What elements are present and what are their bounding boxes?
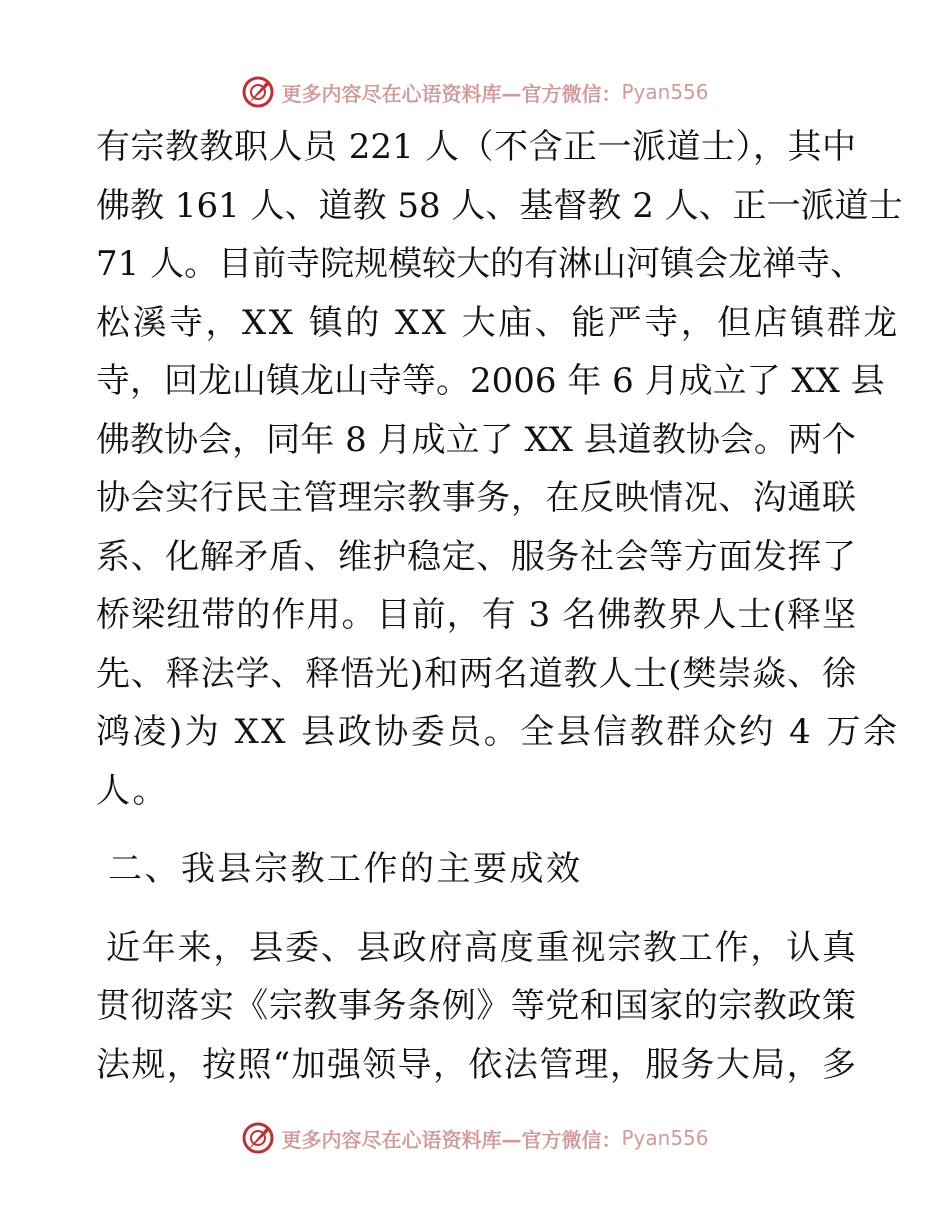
footer-watermark: [0, 1118, 950, 1158]
paragraph-2: [96, 919, 856, 1095]
watermark-wechat-id: Pyan556: [621, 1126, 709, 1150]
paragraph-line: 近年来，县委、县政府高度重视宗教工作，认真: [106, 927, 856, 968]
watermark-text: 更多内容尽在心语资料库—官方微信：: [281, 81, 622, 106]
paragraph-line: 人。: [96, 770, 169, 811]
paragraph-line: 佛教协会，同年 8 月成立了 XX 县道教协会。两个: [96, 419, 856, 460]
paragraph-line: 桥梁纽带的作用。目前，有 3 名佛教界人士(释坚: [96, 595, 856, 635]
watermark-wechat-id: Pyan556: [621, 80, 709, 104]
section-heading: 二、我县宗教工作的主要成效: [108, 849, 583, 889]
document-body: [96, 118, 903, 1094]
paragraph-line: 鸿凌)为 XX 县政协委员。全县信教群众约 4 万余: [96, 712, 900, 752]
paragraph-line: 松溪寺，XX 镇的 XX 大庙、能严寺，但店镇群龙: [96, 302, 900, 343]
quill-logo-icon: [241, 1121, 275, 1155]
paragraph-line: 佛教 161 人、道教 58 人、基督教 2 人、正一派道士: [96, 185, 903, 226]
paragraph-line: 法规，按照“加强领导，依法管理，服务大局，多: [96, 1044, 856, 1085]
paragraph-line: 先、释法学、释悟光)和两名道教人士(樊崇焱、徐: [96, 653, 856, 694]
watermark-text: 更多内容尽在心语资料库—官方微信：: [281, 1127, 622, 1152]
paragraph-line: 有宗教教职人员 221 人（不含正一派道士），其中: [96, 127, 856, 167]
paragraph-line: 71 人。目前寺院规模较大的有淋山河镇会龙禅寺、: [96, 244, 865, 284]
header-watermark: [0, 72, 950, 112]
paragraph-line: 系、化解矛盾、维护稳定、服务社会等方面发挥了: [96, 536, 856, 577]
paragraph-line: 贯彻落实《宗教事务条例》等党和国家的宗教政策: [96, 986, 856, 1026]
paragraph-line: 寺，回龙山镇龙山寺等。2006 年 6 月成立了 XX 县: [96, 361, 885, 401]
paragraph-line: 协会实行民主管理宗教事务，在反映情况、沟通联: [96, 478, 856, 518]
quill-logo-icon: [241, 75, 275, 109]
paragraph-1: [96, 118, 903, 820]
